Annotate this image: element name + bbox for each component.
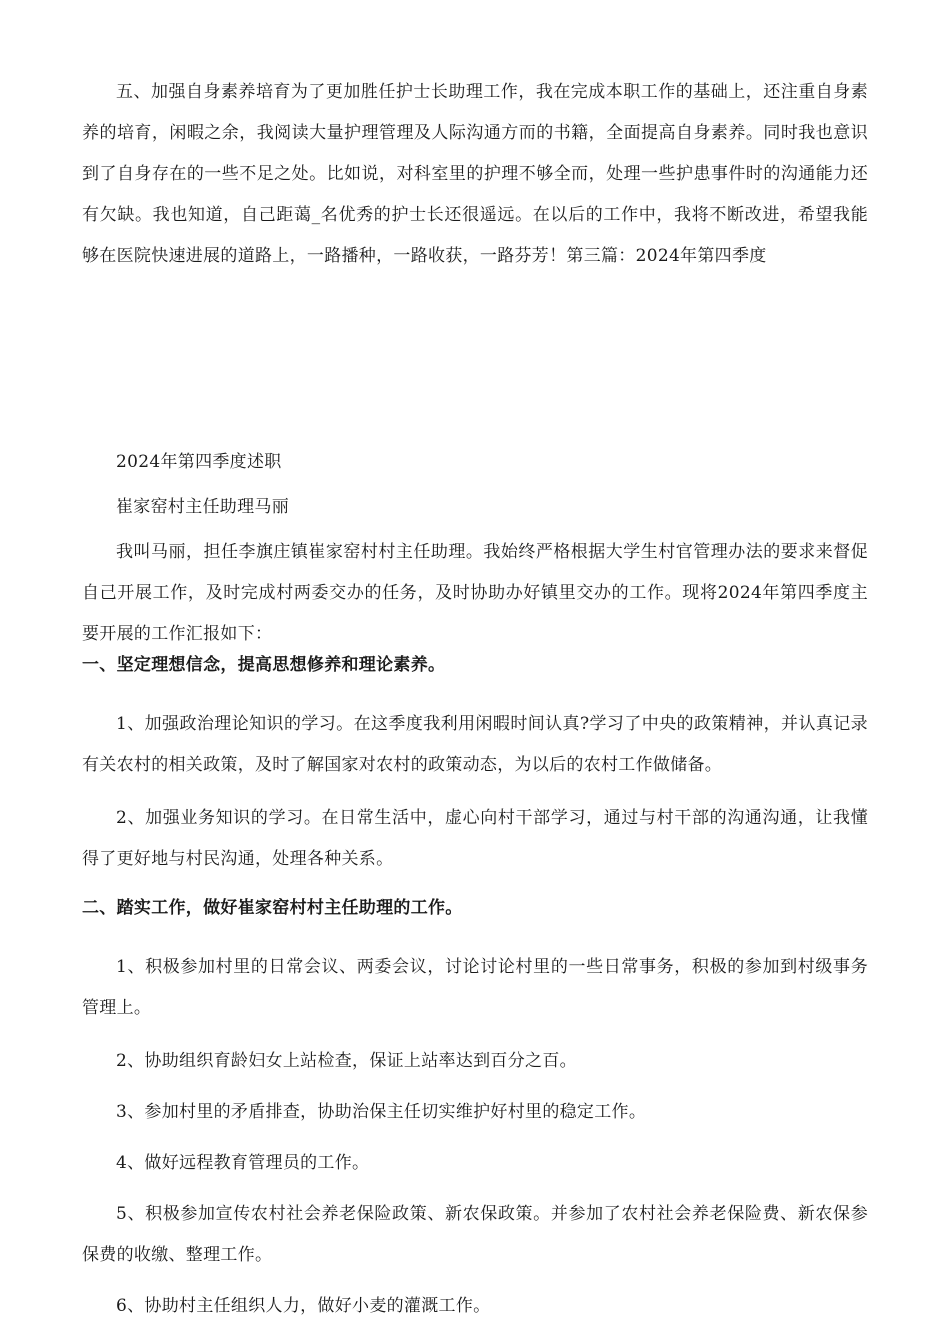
section-1-item: 1、加强政治理论知识的学习。在这季度我利用闲暇时间认真?学习了中央的政策精神，并认真记录有关农村的相关政策，及时了解国家对农村的政策动态，为以后的农村工作做储备。	[82, 714, 868, 775]
section-2-item: 3、参加村里的矛盾排查，协助治保主任切实维护好村里的稳定工作。	[116, 1102, 647, 1122]
report-author: 崔家窑村主任助理马丽	[116, 497, 289, 517]
section-2-item: 2、协助组织育龄妇女上站检查，保证上站率达到百分之百。	[116, 1051, 577, 1071]
paragraph-self-cultivation: 五、加强自身素养培育为了更加胜任护士长助理工作，我在完成本职工作的基础上，还注重自身素养的培育，闲暇之余，我阅读大量护理管理及人际沟通方而的书籍，全面提高自身素养。同时我也意识到了自身存在的一些不足之处。比如说，对科室里的护理不够全而，处理一些护患事件时的沟通能力还有欠缺。我也知道，自己距蔼_名优秀的护士长还很遥远。在以后的工作中，我将不断改进，希望我能够在医院快速进展的道路上，一路播种，一路收获，一路芬芳！第三篇：2024年第四季度	[82, 82, 868, 266]
section-1-item: 2、加强业务知识的学习。在日常生活中，虚心向村干部学习，通过与村干部的沟通沟通，让我懂得了更好地与村民沟通，处理各种关系。	[82, 808, 868, 869]
paragraph-intro: 我叫马丽，担任李旗庄镇崔家窑村村主任助理。我始终严格根据大学生村官管理办法的要求来督促自己开展工作，及时完成村两委交办的任务，及时协助办好镇里交办的工作。现将2024年第四季度主要开展的工作汇报如下：	[82, 542, 868, 644]
section-2-item: 4、做好远程教育管理员的工作。	[116, 1153, 370, 1173]
section-2-item: 6、协助村主任组织人力，做好小麦的灌溉工作。	[116, 1296, 491, 1316]
section-2-heading: 二、踏实工作，做好崔家窑村村主任助理的工作。	[82, 898, 463, 918]
section-2-item: 5、积极参加宣传农村社会养老保险政策、新农保政策。并参加了农村社会养老保险费、新农保参保费的收缴、整理工作。	[82, 1204, 868, 1265]
section-1-heading: 一、坚定理想信念，提高思想修养和理论素养。	[82, 655, 446, 675]
section-2-item: 1、积极参加村里的日常会议、两委会议，讨论讨论村里的一些日常事务，积极的参加到村级事务管理上。	[82, 957, 868, 1018]
report-title: 2024年第四季度述职	[116, 452, 282, 472]
